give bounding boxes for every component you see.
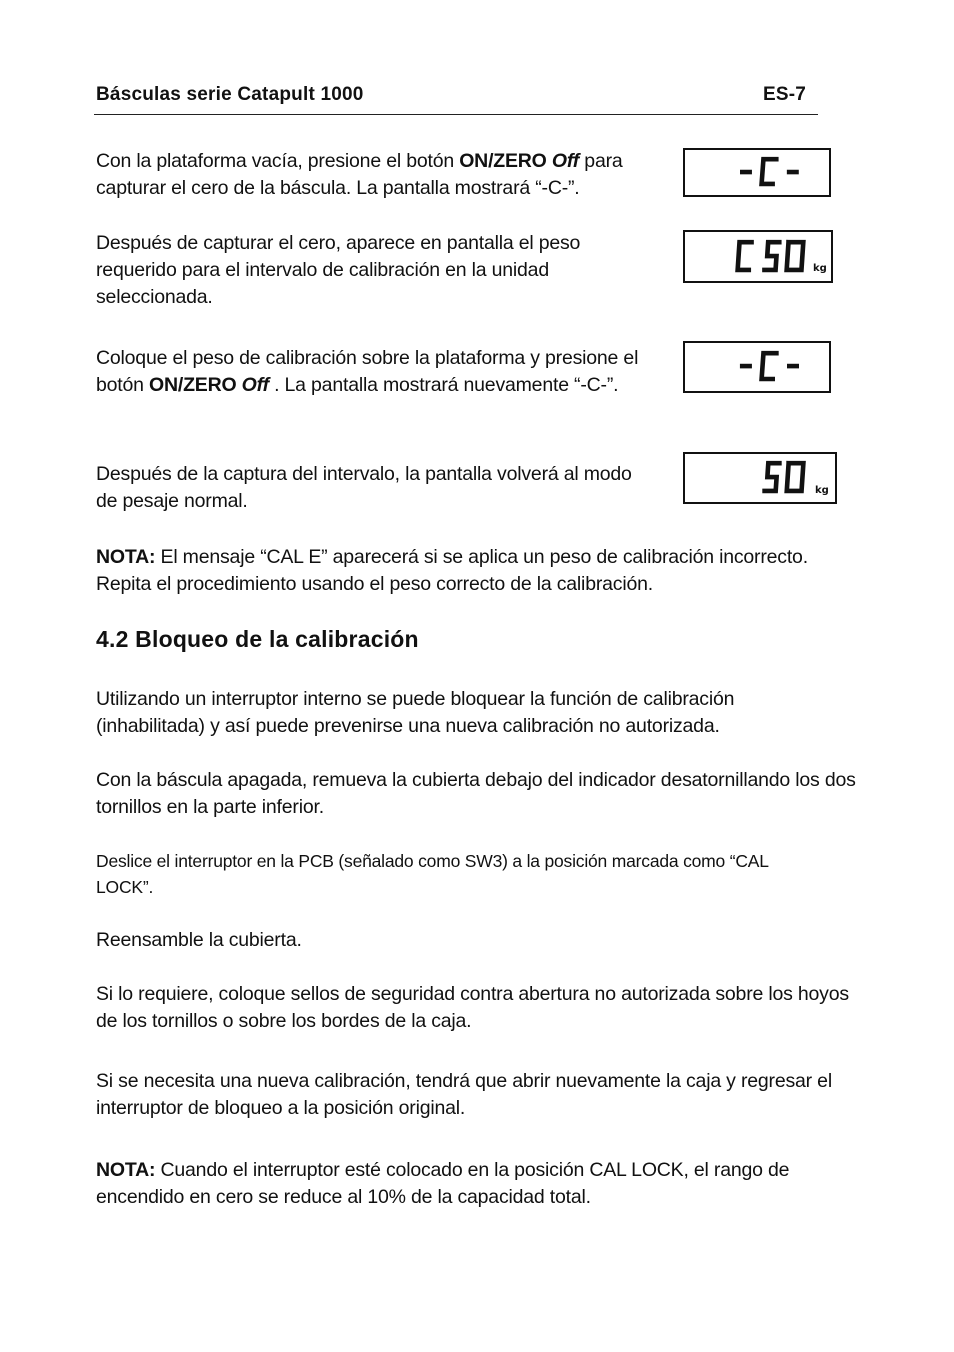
lcd-display-zero-2	[683, 341, 831, 393]
paragraph-5: Si lo requiere, coloque sellos de seguridad contra abertura no autorizada sobre los hoyos de los tornillos o sobre los bordes de la caja.	[96, 983, 849, 1032]
lcd-display-c50	[683, 230, 833, 283]
header-title: Básculas serie Catapult 1000	[96, 84, 364, 105]
paragraph-6: Si se necesita una nueva calibración, tendrá que abrir nuevamente la caja y regresar el interruptor de bloqueo a la posición original.	[96, 1070, 832, 1119]
paragraph-2: Con la báscula apagada, remueva la cubierta debajo del indicador desatornillando los dos tornillos en la parte inferior.	[96, 769, 856, 818]
page-header	[94, 84, 818, 115]
lcd-segments-c-2	[685, 343, 829, 391]
note-1-label: NOTA:	[96, 546, 156, 568]
note-2-text: Cuando el interruptor esté colocado en la posición CAL LOCK, el rango de encendido en cero se reduce al 10% de la capacidad total.	[96, 1159, 790, 1208]
step-1-button-off: Off	[551, 150, 580, 172]
page-number: ES-7	[762, 84, 806, 105]
paragraph-4: Reensamble la cubierta.	[96, 929, 302, 951]
step-4-text: Después de la captura del intervalo, la pantalla volverá al modo de pesaje normal.	[96, 463, 632, 512]
lcd-segments-50	[685, 454, 835, 502]
step-3-text-b: . La pantalla mostrará nuevamente “-C-”.	[268, 374, 619, 396]
section-heading: 4.2 Bloqueo de la calibración	[96, 626, 419, 652]
note-2-label: NOTA:	[96, 1159, 156, 1181]
step-3-button-name: ON/ZERO	[149, 374, 237, 396]
paragraph-1: Utilizando un interruptor interno se puede bloquear la función de calibración (inhabilitada) y así puede prevenirse una nueva calibración no autorizada.	[96, 688, 735, 737]
note-1	[96, 544, 856, 598]
lcd-display-zero-1	[683, 148, 831, 197]
lcd-segments-c-1	[685, 150, 829, 195]
step-1-text-b: para capturar el cero de la báscula. La pantalla mostrará “-C-”.	[96, 150, 623, 199]
unit-kg-label-2: kg	[815, 485, 829, 496]
lcd-display-50	[683, 452, 837, 504]
unit-kg-label-1: kg	[813, 263, 827, 274]
step-1-button-name: ON/ZERO	[459, 150, 547, 172]
step-1-text	[96, 148, 656, 202]
step-3-text	[96, 345, 656, 399]
lcd-segments-c50	[685, 232, 831, 281]
step-1-text-a: Con la plataforma vacía, presione el botón	[96, 150, 460, 172]
step-2-text: Después de capturar el cero, aparece en pantalla el peso requerido para el intervalo de calibración en la unidad seleccionada.	[96, 232, 581, 308]
step-3-button-off: Off	[241, 374, 269, 396]
step-3-text-a: Coloque el peso de calibración sobre la plataforma y presione el botón	[96, 347, 639, 396]
note-1-text: El mensaje “CAL E” aparecerá si se aplica un peso de calibración incorrecto. Repita el procedimiento usando el peso correcto de la calibración.	[96, 546, 808, 595]
paragraph-3: Deslice el interruptor en la PCB (señalado como SW3) a la posición marcada como “CAL LOCK”.	[96, 851, 769, 897]
note-2	[96, 1157, 836, 1211]
